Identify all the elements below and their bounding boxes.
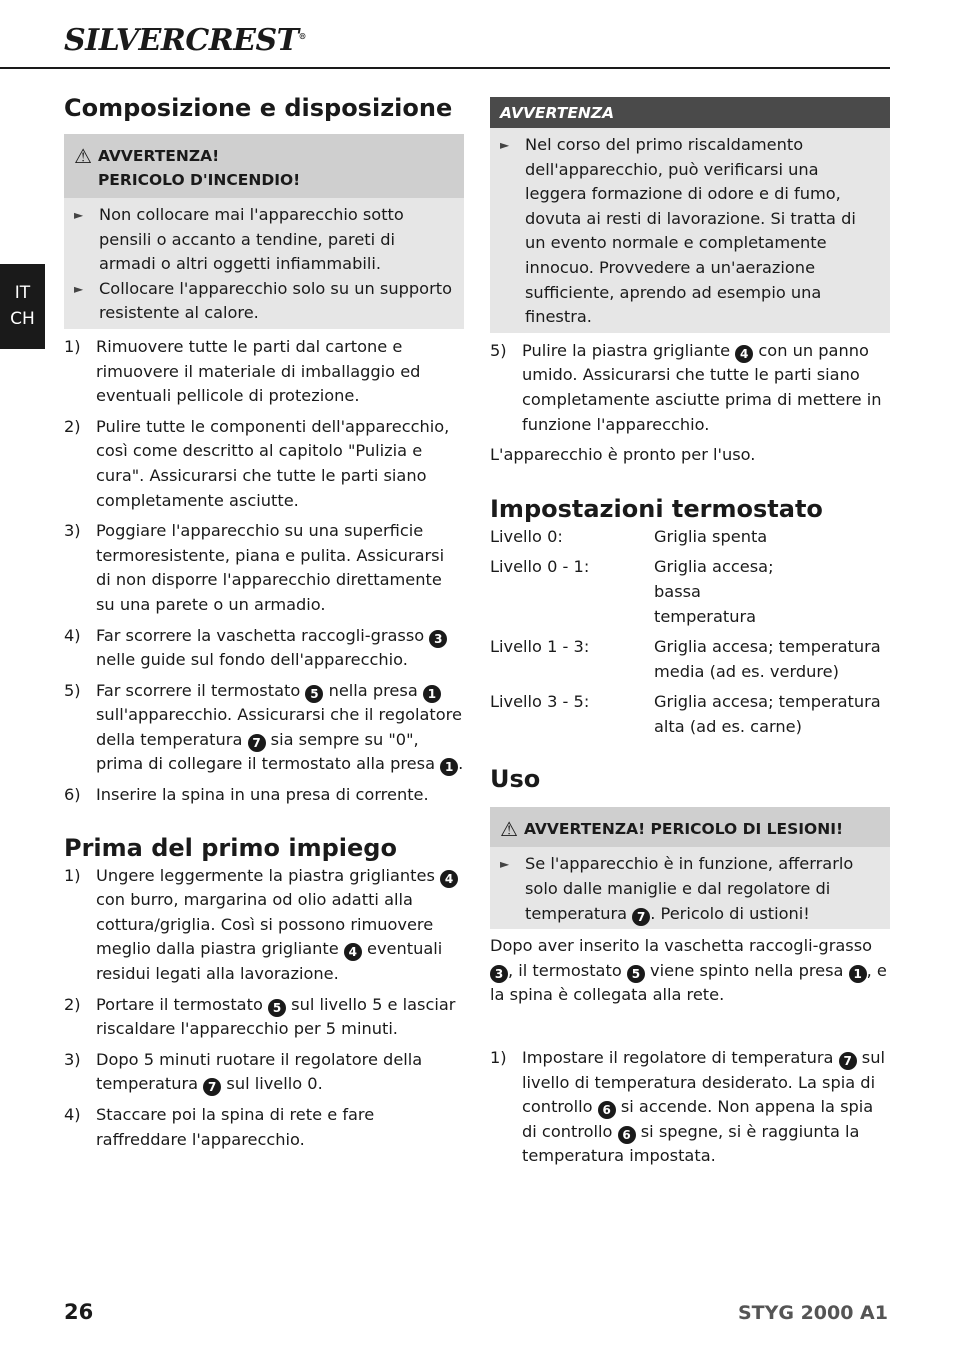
part-number-icon: 3 bbox=[490, 965, 508, 983]
smoke-warning-box bbox=[490, 97, 890, 333]
list-item: 4) Far scorrere la vaschetta raccogli-grasso 3 nelle guide sul fondo dell'apparecchio. bbox=[64, 624, 464, 673]
part-number-icon: 5 bbox=[268, 999, 286, 1017]
list-item: 1) Impostare il regolatore di temperatura 7 sul livello di temperatura desiderato. La spia di controllo 6 si accende. Non appena la spia di controllo 6 si spegne, si è raggiunta la temperatura impostata. bbox=[490, 1048, 885, 1166]
injury-warning-box bbox=[490, 807, 890, 929]
list-item: 3) Poggiare l'apparecchio su una superficie termoresistente, piana e pulita. Assicurarsi di non disporre l'apparecchio direttamente su una parete o un armadio. bbox=[64, 521, 445, 614]
page-number: 26 bbox=[64, 1300, 94, 1324]
uso-paragraph: Dopo aver inserito la vaschetta raccogli-grasso 3 , il termostato 5 viene spinto nella presa 1 , e la spina è collegata alla rete. bbox=[490, 936, 887, 1005]
list-item: 2) Pulire tutte le componenti dell'apparecchio, così come descritto al capitolo "Pulizia e cura". Assicurarsi che tutte le parti siano completamente asciutte. bbox=[64, 416, 450, 510]
bullet-arrow-icon: ► bbox=[74, 281, 84, 296]
left-column bbox=[64, 92, 464, 1152]
injury-warning-header: ⚠ AVVERTENZA! PERICOLO DI LESIONI! bbox=[490, 807, 890, 847]
brand-silver: SILVER bbox=[64, 23, 186, 58]
smoke-warning-bullet: ► Nel corso del primo riscaldamento dell'apparecchio, può verificarsi una leggera formazione di odore e di fumo, dovuta ai resti di lavorazione. Si tratta di un evento normale e completamente innocuo. Provvedere a un'aerazione sufficiente, aprendo ad esempio una finestra. bbox=[500, 133, 880, 330]
smoke-warning-body bbox=[490, 128, 890, 333]
part-number-icon: 7 bbox=[203, 1078, 221, 1096]
part-number-icon: 7 bbox=[839, 1052, 857, 1070]
list-item: 4) Staccare poi la spina di rete e fare raffreddare l'apparecchio. bbox=[64, 1105, 375, 1149]
list-item: 5) Far scorrere il termostato 5 nella presa 1 sull'apparecchio. Assicurarsi che il regolatore della temperatura 7 sia sempre su "0", prima di collegare il termostato alla presa 1 . bbox=[64, 680, 464, 775]
part-number-icon: 7 bbox=[248, 734, 266, 752]
section-title-composizione: Composizione e disposizione bbox=[64, 94, 453, 122]
injury-warning-body bbox=[490, 847, 890, 929]
part-number-icon: 3 bbox=[429, 630, 447, 648]
bullet-arrow-icon: ► bbox=[74, 208, 84, 222]
language-tab bbox=[0, 264, 45, 349]
section-title-primo-impiego: Prima del primo impiego bbox=[64, 833, 397, 862]
table-row: Livello 0 - 1: Griglia accesa; bassa temperatura bbox=[490, 557, 774, 626]
part-number-icon: 4 bbox=[440, 870, 458, 888]
list-item: 5) Pulire la piastra grigliante 4 con un panno umido. Assicurarsi che tutte le parti siano completamente asciutte prima di mettere in funzione l'apparecchio. bbox=[490, 340, 882, 434]
fire-warning-bullet: ► Collocare l'apparecchio solo su un supporto resistente al calore. bbox=[74, 277, 454, 326]
section-title-uso: Uso bbox=[490, 765, 541, 794]
part-number-icon: 4 bbox=[344, 943, 362, 961]
right-column bbox=[490, 97, 890, 1169]
part-number-icon: 6 bbox=[598, 1101, 616, 1119]
fire-warning-bullet: ► Non collocare mai l'apparecchio sotto pensili o accanto a tendine, pareti di armadi o altri oggetti infiammabili. bbox=[74, 203, 454, 277]
table-row: Livello 1 - 3: Griglia accesa; temperatura media (ad es. verdure) bbox=[490, 637, 881, 681]
warning-triangle-icon: ⚠ bbox=[74, 144, 92, 168]
fire-warning-line1: AVVERTENZA! bbox=[97, 147, 220, 165]
fire-warning-line2: PERICOLO D'INCENDIO! bbox=[97, 171, 301, 189]
injury-warning-bullet: ► Se l'apparecchio è in funzione, afferrarlo solo dalle maniglie e dal regolatore di temperatura 7 . Pericolo di ustioni! bbox=[500, 852, 880, 926]
fire-warning-body bbox=[64, 198, 464, 329]
warning-triangle-icon: ⚠ bbox=[500, 817, 518, 842]
part-number-icon: 5 bbox=[627, 965, 645, 983]
table-row: Livello 0: Griglia spenta bbox=[490, 526, 768, 546]
list-item: 6) Inserire la spina in una presa di corrente. bbox=[64, 785, 429, 805]
list-item: 1) Ungere leggermente la piastra grigliantes 4 con burro, margarina od olio adatti alla cottura/griglia. Così si possono rimuovere meglio dalla piastra grigliante 4 eventuali residui legati alla lavorazione. bbox=[64, 864, 464, 987]
list-item: 2) Portare il termostato 5 sul livello 5 e lasciar riscaldare l'apparecchio per 5 minuti. bbox=[64, 994, 456, 1039]
first-use-steps bbox=[64, 864, 464, 1153]
bullet-arrow-icon: ► bbox=[500, 138, 510, 152]
part-number-icon: 1 bbox=[849, 965, 867, 983]
brand-crest: CREST bbox=[185, 23, 299, 58]
part-number-icon: 4 bbox=[735, 345, 753, 363]
list-item: 3) Dopo 5 minuti ruotare il regolatore della temperatura 7 sul livello 0. bbox=[64, 1049, 423, 1095]
list-item: 1) Rimuovere tutte le parti dal cartone e rimuovere il materiale di imballaggio ed eventuali pellicole di protezione. bbox=[64, 336, 421, 406]
part-number-icon: 6 bbox=[618, 1126, 636, 1144]
part-number-icon: 1 bbox=[440, 758, 458, 776]
fire-warning-header bbox=[64, 134, 464, 198]
section-title-termostato: Impostazioni termostato bbox=[490, 494, 823, 523]
table-row: Livello 3 - 5: Griglia accesa; temperatura alta (ad es. carne) bbox=[490, 692, 881, 736]
part-number-icon: 5 bbox=[305, 685, 323, 703]
model-number: STYG 2000 A1 bbox=[737, 1302, 888, 1324]
smoke-warning-header: AVVERTENZA bbox=[490, 97, 890, 128]
lang-it: IT bbox=[14, 283, 31, 303]
fire-warning-box bbox=[64, 134, 464, 329]
part-number-icon: 1 bbox=[423, 685, 441, 703]
part-number-icon: 7 bbox=[632, 908, 650, 926]
lang-ch: CH bbox=[10, 309, 35, 329]
brand-logo bbox=[64, 23, 306, 58]
thermostat-table bbox=[490, 525, 890, 740]
header-rule bbox=[0, 67, 890, 69]
ready-text: L'apparecchio è pronto per l'uso. bbox=[490, 445, 756, 465]
setup-steps bbox=[64, 335, 464, 808]
bullet-arrow-icon: ► bbox=[500, 857, 510, 872]
registered-mark: ® bbox=[298, 31, 306, 41]
